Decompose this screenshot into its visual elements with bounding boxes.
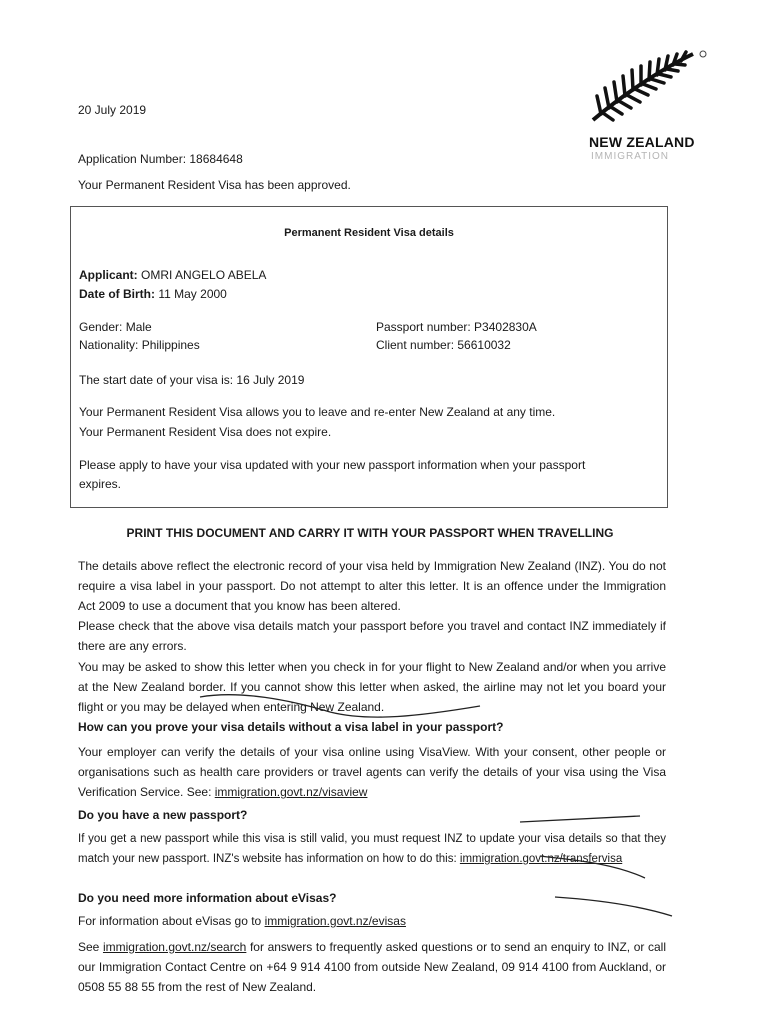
nz-immigration-logo (585, 48, 715, 170)
dob-value: 11 May 2000 (158, 287, 227, 301)
applicant-label: Applicant: (79, 268, 138, 282)
not-expire-text: Your Permanent Resident Visa does not expire. (79, 425, 332, 439)
letter-date: 20 July 2019 (78, 103, 147, 117)
visaview-text: Your employer can verify the details of your visa online using VisaView. With your consent, other people or organisations such as health care providers or travel agents can verify the details of your visa using the Visa Verification Service. See: (78, 745, 666, 799)
dob-row (79, 287, 227, 301)
leave-reenter-text: Your Permanent Resident Visa allows you to leave and re-enter New Zealand at any time. (79, 405, 556, 419)
print-document-heading: PRINT THIS DOCUMENT AND CARRY IT WITH YOUR PASSPORT WHEN TRAVELLING (126, 526, 614, 540)
paragraph-contact (78, 937, 666, 997)
paragraph-check-details: Please check that the above visa details match your passport before you travel and contact INZ immediately if there are any errors. (78, 619, 666, 653)
search-link[interactable]: immigration.govt.nz/search (102, 940, 247, 954)
apply-update-text-1: Please apply to have your visa updated with your new passport information when your passport (79, 458, 586, 472)
evisas-link[interactable]: immigration.govt.nz/evisas (264, 914, 406, 928)
applicant-value: OMRI ANGELO ABELA (141, 268, 267, 282)
apply-update-text-2: expires. (79, 477, 122, 491)
application-number: Application Number: 18684648 (78, 152, 243, 166)
paragraph-visaview (78, 742, 666, 802)
visa-details-box (70, 206, 668, 508)
question-more-info: Do you need more information about eVisas? (78, 891, 337, 905)
nationality: Nationality: Philippines (79, 338, 200, 352)
visa-start-date: The start date of your visa is: 16 July 2019 (79, 373, 305, 387)
paragraph-evisas (78, 911, 666, 931)
visaview-link[interactable]: immigration.govt.nz/visaview (214, 785, 368, 799)
logo-new-zealand-text: NEW ZEALAND (589, 134, 695, 150)
paragraph-electronic-record: The details above reflect the electronic record of your visa held by Immigration New Zealand (INZ). You do not require a visa label in your passport. Do not attempt to alter this letter. It is an offence under the Immigration Act 2009 to use a document that you know has been altered. (78, 559, 666, 613)
silver-fern-icon (589, 48, 709, 132)
passport-number: Passport number: P3402830A (376, 320, 537, 334)
approval-statement: Your Permanent Resident Visa has been approved. (78, 178, 351, 192)
paragraph-show-letter: You may be asked to show this letter when you check in for your flight to New Zealand and/or when you arrive at the New Zealand border. If you cannot show this letter when asked, the airline may not let you board your flight or you may be delayed when entering New Zealand. (78, 660, 666, 714)
question-prove-visa: How can you prove your visa details without a visa label in your passport? (78, 720, 504, 734)
question-new-passport: Do you have a new passport? (78, 808, 248, 822)
transfervisa-link[interactable]: immigration.govt.nz/transfervisa (459, 853, 623, 865)
scribble-passport (520, 816, 640, 822)
logo-immigration-text: IMMIGRATION (591, 151, 670, 162)
evisas-text: For information about eVisas go to (78, 914, 265, 928)
visa-details-title: Permanent Resident Visa details (284, 227, 454, 239)
see-text: See (78, 940, 103, 954)
paragraph-new-passport (78, 829, 666, 869)
gender: Gender: Male (79, 320, 152, 334)
applicant-row (79, 268, 266, 282)
contact-text: for answers to frequently asked questions or to send an enquiry to INZ, or call our Immigration Contact Centre on +64 9 914 4100 from outside New Zealand, 09 914 4100 from Auckland, or 0508 55 88 55 from the rest of New Zealand. (78, 940, 667, 994)
dob-label: Date of Birth: (79, 287, 155, 301)
new-passport-text: If you get a new passport while this visa is still valid, you must request INZ to update your visa details so that they match your new passport. INZ's website has information on how to do this: (78, 833, 666, 865)
client-number: Client number: 56610032 (376, 338, 511, 352)
